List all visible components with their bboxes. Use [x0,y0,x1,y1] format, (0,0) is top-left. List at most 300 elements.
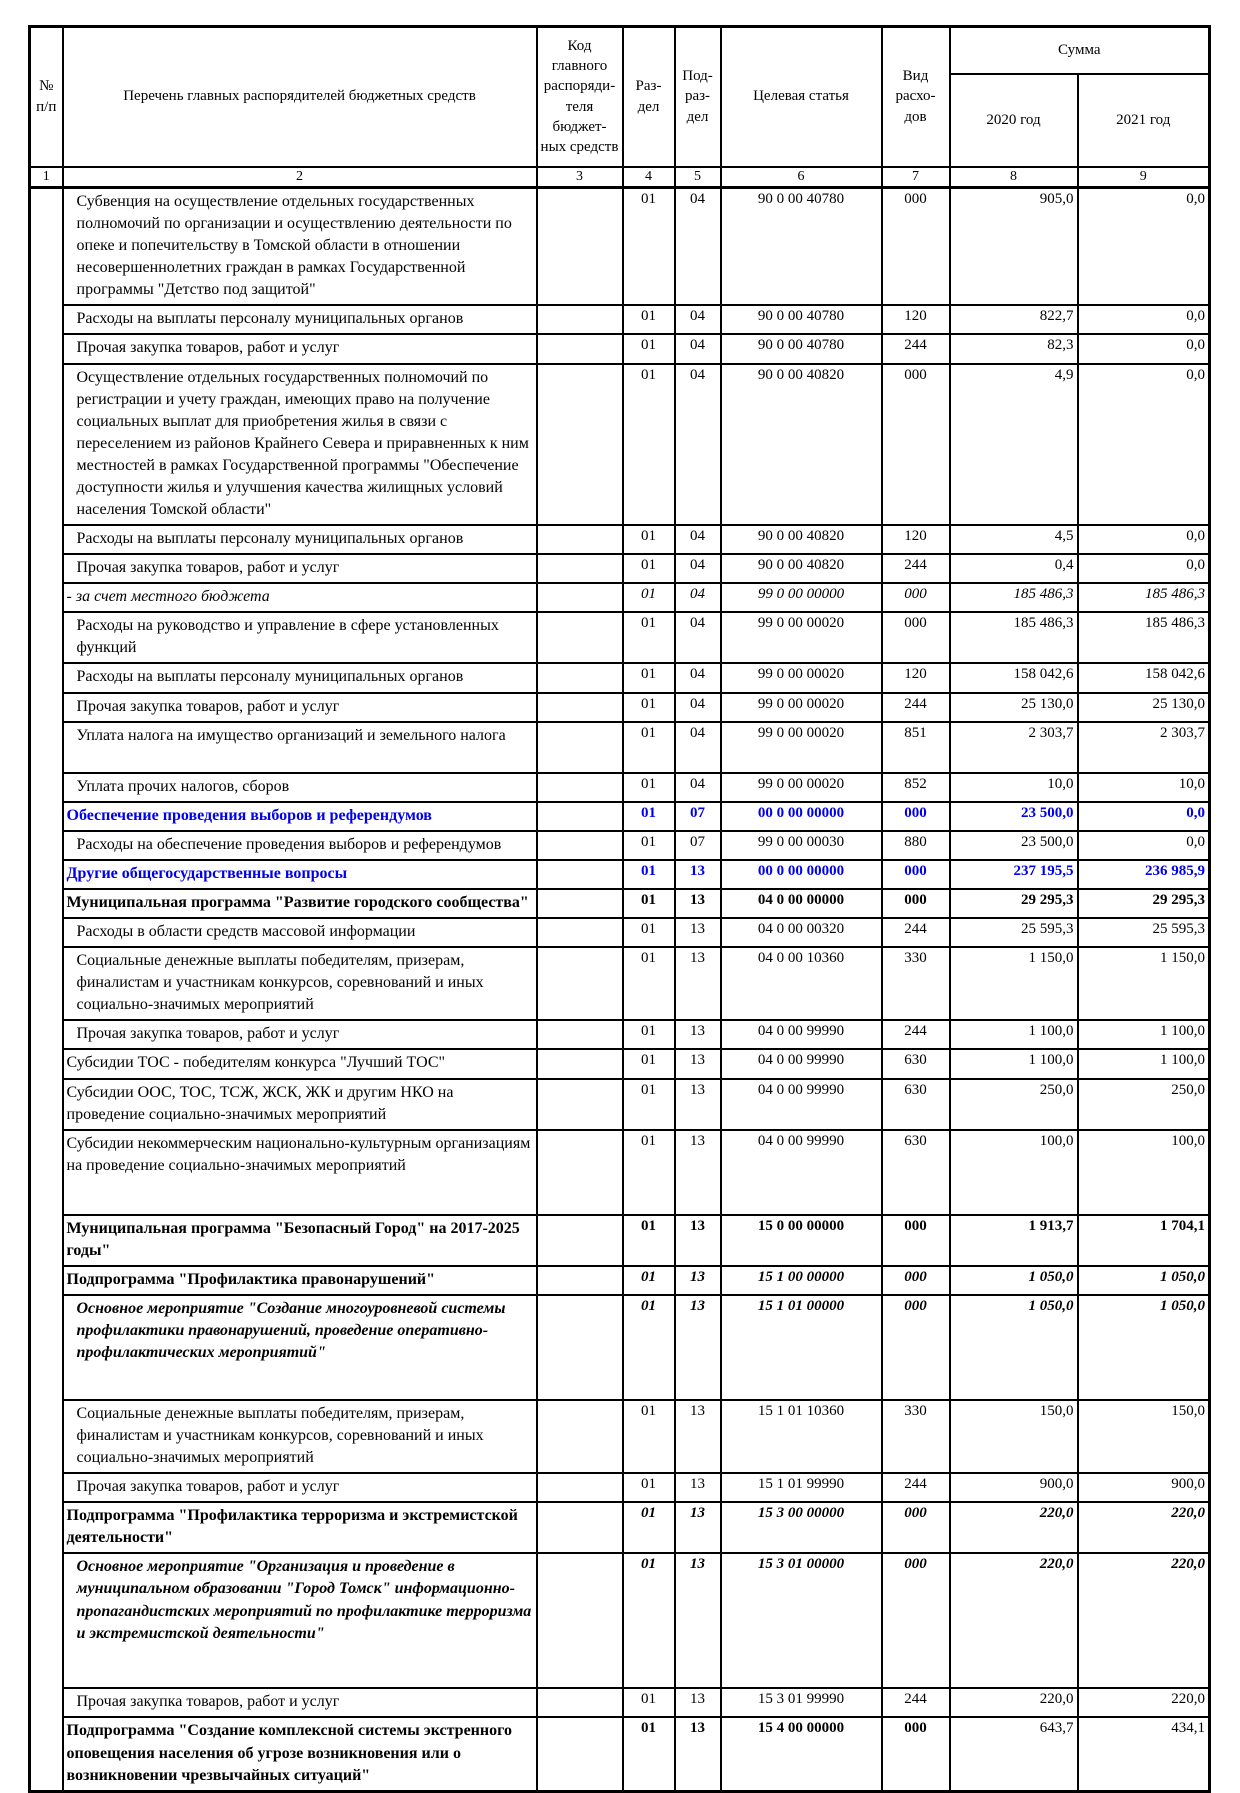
podrazdel-cell: 04 [675,188,721,306]
column-number: 8 [950,167,1078,188]
podrazdel-cell: 13 [675,889,721,918]
target-article-cell: 99 0 00 00020 [721,663,882,692]
row-label-cell: Прочая закупка товаров, работ и услуг [63,334,537,363]
podrazdel-cell: 04 [675,773,721,802]
podrazdel-cell: 13 [675,947,721,1020]
amount-2020-cell: 1 100,0 [950,1049,1078,1078]
amount-2021-cell: 0,0 [1078,525,1210,554]
podrazdel-cell: 13 [675,1400,721,1473]
row-label-cell: - за счет местного бюджета [63,583,537,612]
amount-2021-cell: 220,0 [1078,1502,1210,1553]
target-article-cell: 00 0 00 00000 [721,802,882,831]
podrazdel-cell: 13 [675,1020,721,1049]
header-row [30,27,1210,75]
amount-2020-cell: 220,0 [950,1688,1078,1717]
razdel-cell: 01 [623,1688,675,1717]
grbs-code-cell [537,364,623,526]
row-label-cell: Другие общегосударственные вопросы [63,860,537,889]
razdel-cell: 01 [623,1473,675,1502]
razdel-cell: 01 [623,364,675,526]
target-article-cell: 00 0 00 00000 [721,860,882,889]
amount-2020-cell: 250,0 [950,1079,1078,1130]
razdel-cell: 01 [623,1295,675,1400]
podrazdel-cell: 04 [675,722,721,773]
amount-2020-cell: 25 595,3 [950,918,1078,947]
grbs-code-cell [537,663,623,692]
razdel-cell: 01 [623,554,675,583]
amount-2020-cell: 4,9 [950,364,1078,526]
target-article-cell: 99 0 00 00020 [721,722,882,773]
target-article-cell: 15 3 01 99990 [721,1688,882,1717]
table-row [30,1130,1210,1215]
amount-2020-cell: 150,0 [950,1400,1078,1473]
podrazdel-cell: 04 [675,693,721,722]
amount-2021-cell: 900,0 [1078,1473,1210,1502]
grbs-code-cell [537,1130,623,1215]
row-label-cell: Уплата прочих налогов, сборов [63,773,537,802]
target-article-cell: 99 0 00 00020 [721,693,882,722]
podrazdel-cell: 04 [675,612,721,663]
table-row [30,188,1210,306]
row-label-cell: Расходы на обеспечение проведения выборов и референдумов [63,831,537,860]
vid-rashodov-cell: 244 [882,693,950,722]
row-label-cell: Осуществление отдельных государственных полномочий по регистрации и учету граждан, имеющих право на получение социальных выплат для приобретения жилья в связи с переселением из районов Крайнего Севера и приравненных к ним местностей в рамках Государственной программы "Обеспечение доступности жилья и улучшения качества жилищных условий населения Томской области" [63,364,537,526]
razdel-cell: 01 [623,1502,675,1553]
razdel-cell: 01 [623,1717,675,1791]
grbs-code-cell [537,334,623,363]
podrazdel-cell: 04 [675,334,721,363]
grbs-code-cell [537,802,623,831]
razdel-cell: 01 [623,802,675,831]
table-row [30,802,1210,831]
grbs-code-cell [537,1553,623,1688]
amount-2021-cell: 1 100,0 [1078,1049,1210,1078]
table-row [30,305,1210,334]
amount-2021-cell: 1 150,0 [1078,947,1210,1020]
row-label-cell: Прочая закупка товаров, работ и услуг [63,1688,537,1717]
target-article-cell: 15 0 00 00000 [721,1215,882,1266]
razdel-cell: 01 [623,889,675,918]
amount-2021-cell: 250,0 [1078,1079,1210,1130]
grbs-code-cell [537,693,623,722]
target-article-cell: 04 0 00 99990 [721,1130,882,1215]
header-grbs-code: Код главного распоряди-теля бюджет-ных средств [537,27,623,168]
amount-2020-cell: 100,0 [950,1130,1078,1215]
table-row [30,1688,1210,1717]
table-row [30,612,1210,663]
target-article-cell: 15 4 00 00000 [721,1717,882,1791]
table-row [30,525,1210,554]
amount-2021-cell: 0,0 [1078,364,1210,526]
header-year-2020: 2020 год [950,74,1078,167]
amount-2020-cell: 2 303,7 [950,722,1078,773]
row-label-cell: Прочая закупка товаров, работ и услуг [63,554,537,583]
header-razdel: Раз-дел [623,27,675,168]
table-row [30,583,1210,612]
podrazdel-cell: 13 [675,1130,721,1215]
podrazdel-cell: 13 [675,1473,721,1502]
target-article-cell: 90 0 00 40780 [721,188,882,306]
amount-2021-cell: 1 050,0 [1078,1295,1210,1400]
target-article-cell: 99 0 00 00030 [721,831,882,860]
grbs-code-cell [537,1473,623,1502]
header-vid: Вид расхо-дов [882,27,950,168]
vid-rashodov-cell: 000 [882,1295,950,1400]
column-number: 9 [1078,167,1210,188]
razdel-cell: 01 [623,693,675,722]
target-article-cell: 15 3 00 00000 [721,1502,882,1553]
target-article-cell: 15 1 01 00000 [721,1295,882,1400]
grbs-code-cell [537,583,623,612]
razdel-cell: 01 [623,773,675,802]
podrazdel-cell: 13 [675,1553,721,1688]
razdel-cell: 01 [623,1400,675,1473]
amount-2020-cell: 10,0 [950,773,1078,802]
razdel-cell: 01 [623,1020,675,1049]
vid-rashodov-cell: 880 [882,831,950,860]
vid-rashodov-cell: 000 [882,364,950,526]
column-number-row [30,167,1210,188]
target-article-cell: 90 0 00 40780 [721,305,882,334]
amount-2021-cell: 220,0 [1078,1553,1210,1688]
amount-2021-cell: 1 704,1 [1078,1215,1210,1266]
razdel-cell: 01 [623,1049,675,1078]
amount-2021-cell: 0,0 [1078,188,1210,306]
amount-2021-cell: 185 486,3 [1078,583,1210,612]
razdel-cell: 01 [623,663,675,692]
row-label-cell: Прочая закупка товаров, работ и услуг [63,1020,537,1049]
podrazdel-cell: 13 [675,1266,721,1295]
grbs-code-cell [537,305,623,334]
amount-2020-cell: 220,0 [950,1553,1078,1688]
grbs-code-cell [537,722,623,773]
grbs-code-cell [537,188,623,306]
amount-2021-cell: 0,0 [1078,802,1210,831]
row-label-cell: Расходы на выплаты персоналу муниципальных органов [63,525,537,554]
row-number-column [30,188,63,1792]
amount-2021-cell: 1 100,0 [1078,1020,1210,1049]
razdel-cell: 01 [623,305,675,334]
grbs-code-cell [537,889,623,918]
amount-2021-cell: 150,0 [1078,1400,1210,1473]
table-row [30,1295,1210,1400]
column-number: 6 [721,167,882,188]
row-label-cell: Субвенция на осуществление отдельных государственных полномочий по организации и осуществлению деятельности по опеке и попечительству в Томской области в отношении несовершеннолетних граждан в рамках Государственной программы "Детство под защитой" [63,188,537,306]
table-row [30,1400,1210,1473]
table-row [30,1215,1210,1266]
row-label-cell: Муниципальная программа "Развитие городского сообщества" [63,889,537,918]
table-row [30,773,1210,802]
podrazdel-cell: 13 [675,1295,721,1400]
amount-2021-cell: 220,0 [1078,1688,1210,1717]
amount-2021-cell: 434,1 [1078,1717,1210,1791]
target-article-cell: 90 0 00 40820 [721,554,882,583]
grbs-code-cell [537,831,623,860]
vid-rashodov-cell: 000 [882,1717,950,1791]
razdel-cell: 01 [623,1130,675,1215]
grbs-code-cell [537,554,623,583]
grbs-code-cell [537,773,623,802]
header-year-2021: 2021 год [1078,74,1210,167]
row-label-cell: Уплата налога на имущество организаций и земельного налога [63,722,537,773]
grbs-code-cell [537,1502,623,1553]
vid-rashodov-cell: 852 [882,773,950,802]
column-number: 4 [623,167,675,188]
grbs-code-cell [537,1020,623,1049]
row-label-cell: Обеспечение проведения выборов и референдумов [63,802,537,831]
razdel-cell: 01 [623,525,675,554]
razdel-cell: 01 [623,722,675,773]
budget-table-body [30,188,1210,1792]
amount-2020-cell: 185 486,3 [950,612,1078,663]
podrazdel-cell: 04 [675,554,721,583]
vid-rashodov-cell: 244 [882,1688,950,1717]
table-row [30,947,1210,1020]
target-article-cell: 04 0 00 99990 [721,1049,882,1078]
razdel-cell: 01 [623,831,675,860]
amount-2020-cell: 185 486,3 [950,583,1078,612]
vid-rashodov-cell: 244 [882,1473,950,1502]
amount-2021-cell: 2 303,7 [1078,722,1210,773]
vid-rashodov-cell: 244 [882,918,950,947]
budget-table-sheet [28,25,1211,1793]
grbs-code-cell [537,860,623,889]
podrazdel-cell: 13 [675,1079,721,1130]
row-label-cell: Расходы в области средств массовой информации [63,918,537,947]
row-label-cell: Расходы на руководство и управление в сфере установленных функций [63,612,537,663]
target-article-cell: 90 0 00 40780 [721,334,882,363]
razdel-cell: 01 [623,1215,675,1266]
target-article-cell: 15 1 00 00000 [721,1266,882,1295]
column-number: 3 [537,167,623,188]
table-row [30,1473,1210,1502]
amount-2020-cell: 220,0 [950,1502,1078,1553]
podrazdel-cell: 04 [675,525,721,554]
amount-2020-cell: 23 500,0 [950,831,1078,860]
podrazdel-cell: 04 [675,583,721,612]
table-row [30,1502,1210,1553]
target-article-cell: 15 1 01 99990 [721,1473,882,1502]
amount-2020-cell: 1 050,0 [950,1295,1078,1400]
amount-2021-cell: 100,0 [1078,1130,1210,1215]
grbs-code-cell [537,918,623,947]
table-row [30,1020,1210,1049]
vid-rashodov-cell: 000 [882,802,950,831]
razdel-cell: 01 [623,947,675,1020]
target-article-cell: 90 0 00 40820 [721,525,882,554]
vid-rashodov-cell: 630 [882,1130,950,1215]
budget-table-head [30,27,1210,188]
table-row [30,554,1210,583]
column-number: 1 [30,167,63,188]
table-row [30,918,1210,947]
amount-2021-cell: 236 985,9 [1078,860,1210,889]
row-label-cell: Прочая закупка товаров, работ и услуг [63,693,537,722]
target-article-cell: 99 0 00 00020 [721,773,882,802]
razdel-cell: 01 [623,918,675,947]
amount-2020-cell: 905,0 [950,188,1078,306]
amount-2020-cell: 643,7 [950,1717,1078,1791]
podrazdel-cell: 07 [675,831,721,860]
table-row [30,1049,1210,1078]
grbs-code-cell [537,1266,623,1295]
row-label-cell: Основное мероприятие "Создание многоуровневой системы профилактики правонарушений, проведение оперативно-профилактических мероприятий" [63,1295,537,1400]
podrazdel-cell: 13 [675,1502,721,1553]
podrazdel-cell: 13 [675,918,721,947]
vid-rashodov-cell: 000 [882,1502,950,1553]
amount-2021-cell: 158 042,6 [1078,663,1210,692]
vid-rashodov-cell: 244 [882,554,950,583]
table-row [30,364,1210,526]
amount-2020-cell: 237 195,5 [950,860,1078,889]
vid-rashodov-cell: 851 [882,722,950,773]
table-row [30,889,1210,918]
vid-rashodov-cell: 000 [882,860,950,889]
table-row [30,1553,1210,1688]
column-number: 2 [63,167,537,188]
razdel-cell: 01 [623,1079,675,1130]
vid-rashodov-cell: 000 [882,889,950,918]
amount-2021-cell: 1 050,0 [1078,1266,1210,1295]
amount-2020-cell: 4,5 [950,525,1078,554]
target-article-cell: 04 0 00 00000 [721,889,882,918]
target-article-cell: 90 0 00 40820 [721,364,882,526]
target-article-cell: 04 0 00 00320 [721,918,882,947]
amount-2021-cell: 185 486,3 [1078,612,1210,663]
row-label-cell: Прочая закупка товаров, работ и услуг [63,1473,537,1502]
table-row [30,663,1210,692]
vid-rashodov-cell: 000 [882,1266,950,1295]
target-article-cell: 99 0 00 00000 [721,583,882,612]
grbs-code-cell [537,1079,623,1130]
amount-2020-cell: 23 500,0 [950,802,1078,831]
podrazdel-cell: 13 [675,1215,721,1266]
podrazdel-cell: 13 [675,1049,721,1078]
vid-rashodov-cell: 000 [882,188,950,306]
amount-2021-cell: 0,0 [1078,554,1210,583]
header-podrazdel: Под-раз-дел [675,27,721,168]
grbs-code-cell [537,1049,623,1078]
razdel-cell: 01 [623,583,675,612]
amount-2020-cell: 1 100,0 [950,1020,1078,1049]
header-summa: Сумма [950,27,1210,75]
podrazdel-cell: 07 [675,802,721,831]
razdel-cell: 01 [623,188,675,306]
vid-rashodov-cell: 000 [882,612,950,663]
amount-2021-cell: 10,0 [1078,773,1210,802]
row-label-cell: Подпрограмма "Создание комплексной системы экстренного оповещения населения об угрозе возникновения или о возникновении чрезвычайных ситуаций" [63,1717,537,1791]
amount-2021-cell: 29 295,3 [1078,889,1210,918]
vid-rashodov-cell: 630 [882,1049,950,1078]
row-label-cell: Социальные денежные выплаты победителям, призерам, финалистам и участникам конкурсов, соревнований и иных социально-значимых мероприятий [63,1400,537,1473]
vid-rashodov-cell: 000 [882,1553,950,1688]
amount-2020-cell: 25 130,0 [950,693,1078,722]
vid-rashodov-cell: 000 [882,1215,950,1266]
table-row [30,722,1210,773]
grbs-code-cell [537,612,623,663]
target-article-cell: 15 1 01 10360 [721,1400,882,1473]
header-target: Целевая статья [721,27,882,168]
amount-2020-cell: 1 050,0 [950,1266,1078,1295]
amount-2021-cell: 25 130,0 [1078,693,1210,722]
grbs-code-cell [537,1400,623,1473]
budget-table [28,25,1211,1793]
podrazdel-cell: 04 [675,305,721,334]
amount-2020-cell: 158 042,6 [950,663,1078,692]
header-num: № п/п [30,27,63,168]
grbs-code-cell [537,947,623,1020]
vid-rashodov-cell: 630 [882,1079,950,1130]
target-article-cell: 99 0 00 00020 [721,612,882,663]
row-label-cell: Субсидии некоммерческим национально-культурным организациям на проведение социально-значимых мероприятий [63,1130,537,1215]
podrazdel-cell: 13 [675,1717,721,1791]
amount-2021-cell: 25 595,3 [1078,918,1210,947]
table-row [30,1717,1210,1791]
vid-rashodov-cell: 244 [882,334,950,363]
amount-2021-cell: 0,0 [1078,831,1210,860]
amount-2020-cell: 900,0 [950,1473,1078,1502]
table-row [30,831,1210,860]
target-article-cell: 04 0 00 99990 [721,1079,882,1130]
podrazdel-cell: 13 [675,860,721,889]
amount-2020-cell: 822,7 [950,305,1078,334]
podrazdel-cell: 04 [675,663,721,692]
vid-rashodov-cell: 120 [882,305,950,334]
amount-2020-cell: 29 295,3 [950,889,1078,918]
row-label-cell: Субсидии ООС, ТОС, ТСЖ, ЖСК, ЖК и другим НКО на проведение социально-значимых мероприятий [63,1079,537,1130]
amount-2021-cell: 0,0 [1078,305,1210,334]
target-article-cell: 04 0 00 99990 [721,1020,882,1049]
amount-2021-cell: 0,0 [1078,334,1210,363]
razdel-cell: 01 [623,860,675,889]
grbs-code-cell [537,1688,623,1717]
table-row [30,860,1210,889]
vid-rashodov-cell: 120 [882,663,950,692]
table-row [30,1266,1210,1295]
vid-rashodov-cell: 000 [882,583,950,612]
row-label-cell: Расходы на выплаты персоналу муниципальных органов [63,305,537,334]
column-number: 7 [882,167,950,188]
podrazdel-cell: 04 [675,364,721,526]
row-label-cell: Расходы на выплаты персоналу муниципальных органов [63,663,537,692]
grbs-code-cell [537,1215,623,1266]
row-label-cell: Социальные денежные выплаты победителям, призерам, финалистам и участникам конкурсов, соревнований и иных социально-значимых мероприятий [63,947,537,1020]
amount-2020-cell: 0,4 [950,554,1078,583]
grbs-code-cell [537,525,623,554]
razdel-cell: 01 [623,612,675,663]
grbs-code-cell [537,1295,623,1400]
razdel-cell: 01 [623,1553,675,1688]
amount-2020-cell: 82,3 [950,334,1078,363]
table-row [30,693,1210,722]
vid-rashodov-cell: 330 [882,1400,950,1473]
target-article-cell: 15 3 01 00000 [721,1553,882,1688]
target-article-cell: 04 0 00 10360 [721,947,882,1020]
row-label-cell: Субсидии ТОС - победителям конкурса "Лучший ТОС" [63,1049,537,1078]
vid-rashodov-cell: 244 [882,1020,950,1049]
amount-2020-cell: 1 913,7 [950,1215,1078,1266]
grbs-code-cell [537,1717,623,1791]
table-row [30,334,1210,363]
podrazdel-cell: 13 [675,1688,721,1717]
amount-2020-cell: 1 150,0 [950,947,1078,1020]
row-label-cell: Подпрограмма "Профилактика правонарушений" [63,1266,537,1295]
table-row [30,1079,1210,1130]
vid-rashodov-cell: 330 [882,947,950,1020]
vid-rashodov-cell: 120 [882,525,950,554]
razdel-cell: 01 [623,1266,675,1295]
column-number: 5 [675,167,721,188]
